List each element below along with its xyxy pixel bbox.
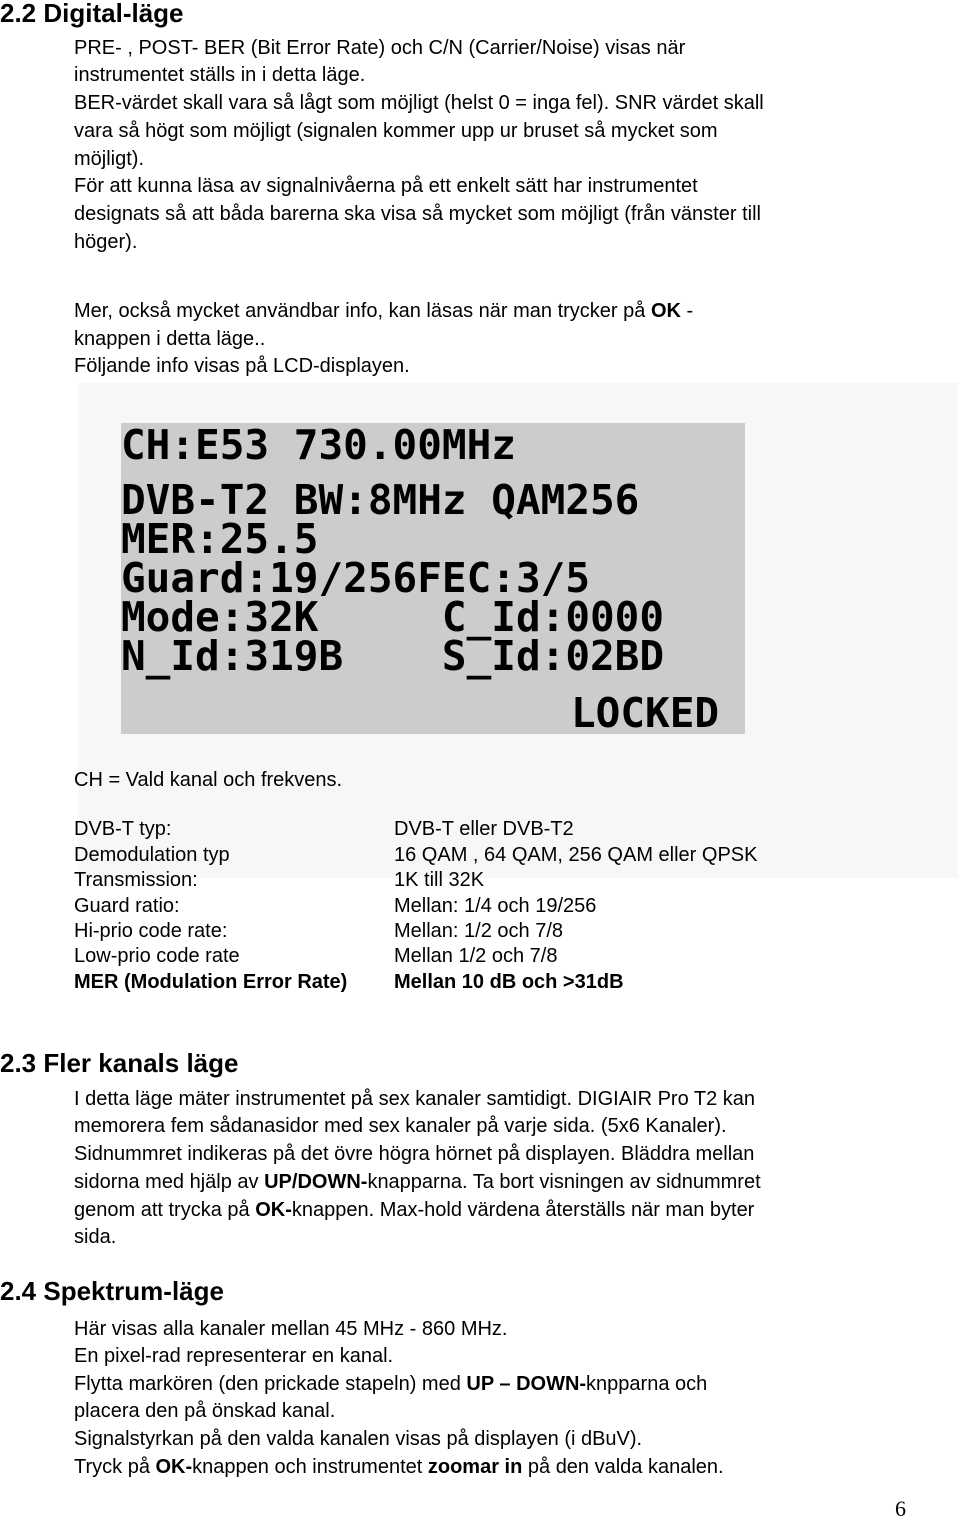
section-heading-2-3: 2.3 Fler kanals läge	[0, 1048, 239, 1078]
spec-label: MER (Modulation Error Rate)	[74, 971, 348, 993]
lcd-line-channel: CH:E53 730.00MHz	[121, 421, 516, 469]
lcd-line-status: LOCKED	[571, 689, 720, 737]
spec-value: Mellan 10 dB och >31dB	[394, 971, 624, 993]
spec-value: 1K till 32K	[394, 869, 485, 891]
spec-value: Mellan 1/2 och 7/8	[394, 945, 558, 967]
paragraph-line: möjligt).	[74, 148, 145, 170]
section-heading-2-2: 2.2 Digital-läge	[0, 0, 184, 28]
paragraph-line: BER-värdet skall vara så lågt som möjligt (helst 0 = inga fel). SNR värdet skall	[74, 92, 764, 114]
lcd-line-standard: DVB-T2 BW:8MHz QAM256	[121, 476, 640, 524]
lcd-display	[121, 421, 745, 737]
spec-value: Mellan: 1/2 och 7/8	[394, 920, 563, 942]
up-down-key: UP/DOWN-	[264, 1171, 368, 1193]
ok-line-suffix: -	[680, 300, 694, 322]
text-run: knappen. Max-hold värdena återställs när man byter	[291, 1199, 755, 1221]
spec-label: Transmission:	[74, 869, 198, 891]
spec-label: Hi-prio code rate:	[74, 920, 228, 942]
paragraph-line: Sidnummret indikeras på det övre högra hörnet på displayen. Bläddra mellan	[74, 1143, 755, 1165]
lcd-line-ids: N_Id:319B S_Id:02BD	[121, 632, 665, 680]
text-run: knapparna. Ta bort visningen av sidnummret	[367, 1171, 761, 1193]
lcd-line-mode: Mode:32K C_Id:0000	[121, 593, 665, 641]
ok-line-text: Mer, också mycket användbar info, kan läsas när man trycker på	[74, 300, 651, 322]
spec-label: Low-prio code rate	[74, 945, 240, 967]
ok-instruction-line	[74, 297, 693, 325]
paragraph-line: vara så högt som möjligt (signalen kommer upp ur bruset så mycket som	[74, 120, 718, 142]
spec-label: Demodulation typ	[74, 844, 230, 866]
paragraph-line	[74, 1196, 754, 1224]
text-run: sidorna med hjälp av	[74, 1171, 265, 1193]
paragraph-line: En pixel-rad representerar en kanal.	[74, 1345, 394, 1367]
up-down-key: UP – DOWN-	[466, 1373, 587, 1395]
paragraph-line	[74, 1370, 707, 1398]
paragraph-line	[74, 1168, 761, 1196]
paragraph-line: höger).	[74, 231, 138, 253]
spec-value: DVB-T eller DVB-T2	[394, 818, 574, 840]
paragraph-line: Följande info visas på LCD-displayen.	[74, 355, 410, 377]
paragraph-line: memorera fem sådanasidor med sex kanaler på varje sida. (5x6 Kanaler).	[74, 1115, 727, 1137]
text-run: knpparna och	[586, 1373, 708, 1395]
paragraph-line: Signalstyrkan på den valda kanalen visas på displayen (i dBuV).	[74, 1428, 643, 1450]
text-run: genom att trycka på	[74, 1199, 256, 1221]
text-run: Flytta markören (den prickade stapeln) med	[74, 1373, 467, 1395]
zoom-term: zoomar in	[427, 1456, 523, 1478]
spec-value: Mellan: 1/4 och 19/256	[394, 895, 597, 917]
ok-key: OK-	[255, 1199, 292, 1221]
lcd-line-mer: MER:25.5	[121, 515, 319, 563]
paragraph-line: designats så att båda barerna ska visa så mycket som möjligt (från vänster till	[74, 203, 761, 225]
spec-label: DVB-T typ:	[74, 818, 172, 840]
lcd-line-guard: Guard:19/256FEC:3/5	[121, 554, 590, 602]
paragraph-line: placera den på önskad kanal.	[74, 1400, 336, 1422]
paragraph-line: knappen i detta läge..	[74, 328, 266, 350]
paragraph-line: I detta läge mäter instrumentet på sex kanaler samtidigt. DIGIAIR Pro T2 kan	[74, 1088, 756, 1110]
paragraph-line: instrumentet ställs in i detta läge.	[74, 64, 366, 86]
paragraph-line: sida.	[74, 1226, 117, 1248]
paragraph-line: Här visas alla kanaler mellan 45 MHz - 860 MHz.	[74, 1318, 508, 1340]
section-heading-2-4: 2.4 Spektrum-läge	[0, 1276, 224, 1306]
text-run: Tryck på	[74, 1456, 156, 1478]
paragraph-line: PRE- , POST- BER (Bit Error Rate) och C/N (Carrier/Noise) visas när	[74, 37, 686, 59]
paragraph-line: För att kunna läsa av signalnivåerna på ett enkelt sätt har instrumentet	[74, 175, 698, 197]
page-number: 6	[895, 1496, 906, 1521]
ok-word: OK	[650, 300, 681, 322]
spec-label: Guard ratio:	[74, 895, 180, 917]
channel-note: CH = Vald kanal och frekvens.	[74, 769, 343, 791]
ok-key: OK-	[155, 1456, 193, 1478]
text-run: på den valda kanalen.	[522, 1456, 724, 1478]
spec-value: 16 QAM , 64 QAM, 256 QAM eller QPSK	[394, 844, 758, 866]
text-run: knappen och instrumentet	[192, 1456, 428, 1478]
paragraph-line	[74, 1453, 724, 1481]
